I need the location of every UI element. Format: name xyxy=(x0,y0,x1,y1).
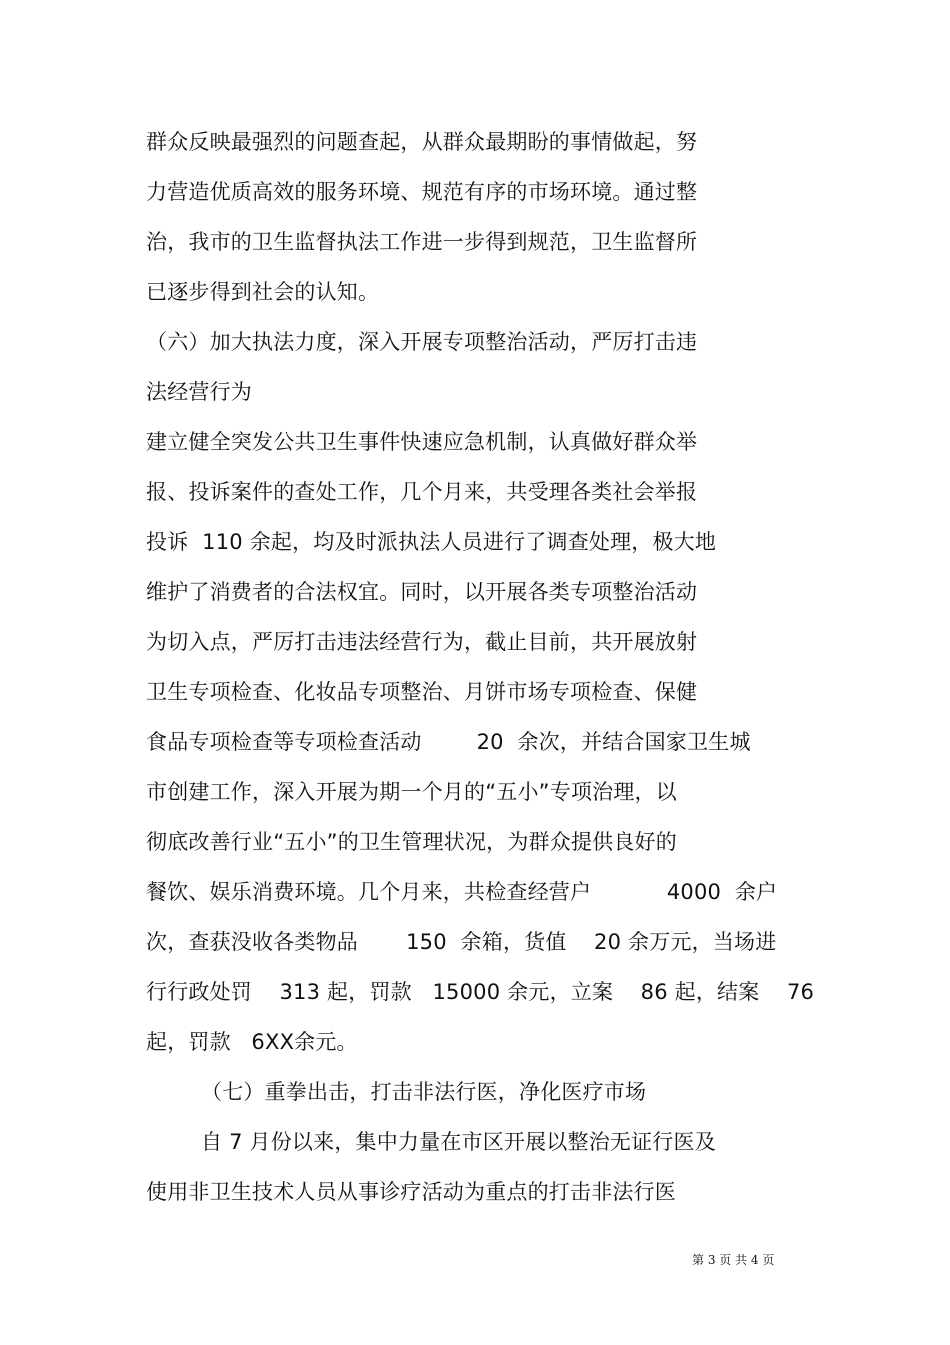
body-text-line: 起，罚款 6XX余元。 xyxy=(146,1030,358,1054)
body-text-line: 力营造优质高效的服务环境、规范有序的市场环境。通过整 xyxy=(146,180,698,204)
page-number: 第 3 页 共 4 页 xyxy=(692,1253,775,1267)
body-text-line: 报、投诉案件的查处工作，几个月来，共受理各类社会举报 xyxy=(146,480,698,504)
body-text-line: 建立健全突发公共卫生事件快速应急机制，认真做好群众举 xyxy=(146,430,698,454)
body-text-line: 群众反映最强烈的问题查起，从群众最期盼的事情做起，努 xyxy=(146,130,698,154)
body-text-line: 治，我市的卫生监督执法工作进一步得到规范，卫生监督所 xyxy=(146,230,698,254)
body-text-line: 已逐步得到社会的认知。 xyxy=(146,280,380,304)
body-text-line: 维护了消费者的合法权宜。同时，以开展各类专项整治活动 xyxy=(146,580,698,604)
body-text-line: 投诉 110 余起，均及时派执法人员进行了调查处理，极大地 xyxy=(146,530,717,554)
body-text-line: 使用非卫生技术人员从事诊疗活动为重点的打击非法行医 xyxy=(146,1180,676,1204)
body-text-line: 次，查获没收各类物品 150 余箱，货值 20 余万元，当场进 xyxy=(146,930,777,954)
body-text-line: 食品专项检查等专项检查活动 20 余次，并结合国家卫生城 xyxy=(146,730,751,754)
body-text-line: 自 7 月份以来，集中力量在市区开展以整治无证行医及 xyxy=(146,1130,716,1154)
section-heading: （七）重拳出击，打击非法行医，净化医疗市场 xyxy=(146,1080,647,1104)
body-text-line: 餐饮、娱乐消费环境。几个月来，共检查经营户 4000 余户 xyxy=(146,880,778,904)
body-text-line: 彻底改善行业“五小”的卫生管理状况，为群众提供良好的 xyxy=(146,830,677,854)
body-text-line: 为切入点，严厉打击违法经营行为，截止目前，共开展放射 xyxy=(146,630,698,654)
body-text-line: 行行政处罚 313 起，罚款 15000 余元，立案 86 起，结案 76 xyxy=(146,980,815,1004)
section-heading: 法经营行为 xyxy=(146,380,252,404)
section-heading: （六）加大执法力度，深入开展专项整治活动，严厉打击违 xyxy=(146,330,698,354)
body-text-line: 卫生专项检查、化妆品专项整治、月饼市场专项检查、保健 xyxy=(146,680,698,704)
body-text-line: 市创建工作，深入开展为期一个月的“五小”专项治理，以 xyxy=(146,780,677,804)
